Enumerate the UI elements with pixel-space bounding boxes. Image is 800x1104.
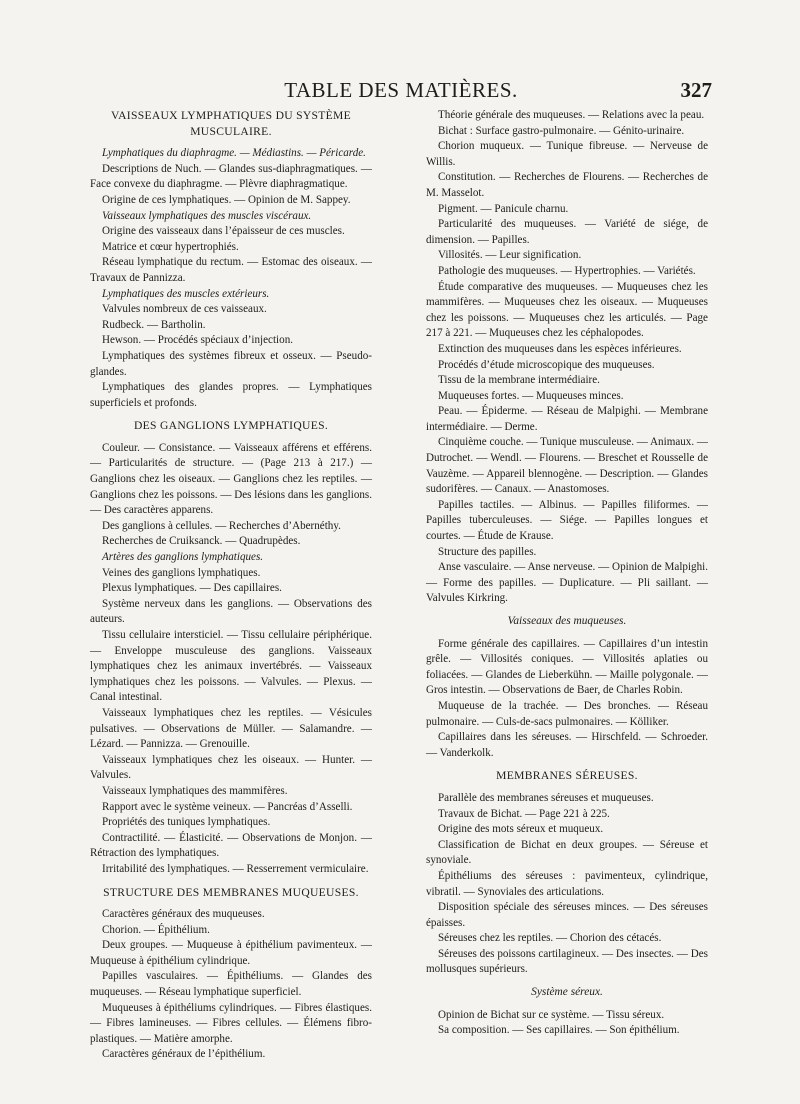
toc-entry: Tissu cellulaire intersticiel. — Tissu cellulaire périphérique. — Enveloppe musculeuse des ganglions. Vaisseaux lymphatiques chez les animaux invertébrés. — Vaisseaux lymphatiques chez les poissons. — Valvules. — Plexus. — Canal intestinal. bbox=[90, 629, 372, 704]
toc-entry: Vaisseaux lymphatiques des muscles viscéraux. bbox=[102, 209, 312, 222]
toc-entry: Contractilité. — Élasticité. — Observations de Monjon. — Rétraction des lymphatiques. bbox=[90, 831, 372, 860]
toc-entry: Descriptions de Nuch. — Glandes sus-diaphragmatiques. — Face convexe du diaphragme. — Plèvre diaphragmatique. bbox=[90, 162, 372, 191]
toc-entry: Origine des vaisseaux dans l’épaisseur de ces muscles. bbox=[102, 225, 345, 238]
toc-entry: Matrice et cœur hypertrophiés. bbox=[102, 240, 239, 253]
toc-entry: Origine de ces lymphatiques. — Opinion de M. Sappey. bbox=[102, 193, 351, 206]
toc-entry: Valvules nombreux de ces vaisseaux. bbox=[102, 303, 267, 316]
toc-entry: Lymphatiques du diaphragme. — Médiastins. — Péricarde. bbox=[102, 147, 366, 160]
running-head bbox=[90, 78, 712, 104]
toc-entry: Chorion. — Épithélium. bbox=[102, 923, 210, 936]
right-column bbox=[426, 108, 708, 1039]
toc-entry: Théorie générale des muqueuses. — Relations avec la peau. bbox=[438, 109, 705, 121]
toc-entry: Rapport avec le système veineux. — Pancréas d’Asselli. bbox=[102, 800, 353, 813]
toc-entry: Vaisseaux lymphatiques chez les reptiles. — Vésicules pulsatives. — Observations de Müller. — Salamandre. — Lézard. — Pannizza. — Grenouille. bbox=[90, 706, 372, 751]
toc-entry: Structure des papilles. bbox=[438, 545, 537, 558]
toc-entry: Chorion muqueux. — Tunique fibreuse. — Nerveuse de Willis. bbox=[426, 140, 708, 168]
toc-entry: Pigment. — Panicule charnu. bbox=[438, 202, 569, 215]
section-heading: DES GANGLIONS LYMPHATIQUES. bbox=[133, 419, 329, 433]
toc-entry: Étude comparative des muqueuses. — Muqueuses chez les mammifères. — Muqueuses chez les oiseaux. — Muqueuses chez les poissons. — Muqueuses chez les articulés. — Page 217 à 221. — Muqueuses chez les céphalopodes. bbox=[426, 280, 708, 340]
toc-entry: Forme générale des capillaires. — Capillaires d’un intestin grêle. — Villosités coniques. — Villosités aplaties ou foliacées. — Glandes de Lieberkühn. — Maille polygonale. — Gros intestin. — Observations de Baer, de Charles Robin. bbox=[426, 637, 708, 697]
toc-entry: Des ganglions à cellules. — Recherches d’Abernéthy. bbox=[102, 519, 341, 532]
subsection-heading: Système séreux. bbox=[531, 986, 603, 999]
section-heading: STRUCTURE DES MEMBRANES MUQUEUSES. bbox=[103, 885, 359, 899]
toc-entry: Vaisseaux lymphatiques des mammifères. bbox=[102, 784, 288, 797]
toc-entry: Procédés d’étude microscopique des muqueuses. bbox=[438, 358, 655, 371]
toc-entry: Papilles vasculaires. — Épithéliums. — Glandes des muqueuses. — Réseau lymphatique superficiel. bbox=[90, 970, 372, 999]
toc-entry: Origine des mots séreux et muqueux. bbox=[438, 823, 604, 836]
toc-entry: Disposition spéciale des séreuses minces. — Des séreuses épaisses. bbox=[426, 901, 708, 929]
toc-entry: Recherches de Cruiksanck. — Quadrupèdes. bbox=[102, 535, 301, 548]
toc-entry: Lymphatiques des glandes propres. — Lymphatiques superficiels et profonds. bbox=[90, 381, 372, 409]
toc-entry: Lymphatiques des systèmes fibreux et osseux. — Pseudo-glandes. bbox=[90, 349, 372, 378]
toc-entry: Irritabilité des lymphatiques. — Resserrement vermiculaire. bbox=[102, 862, 369, 875]
toc-entry: Villosités. — Leur signification. bbox=[438, 249, 582, 262]
toc-entry: Constitution. — Recherches de Flourens. — Recherches de M. Masselot. bbox=[426, 171, 708, 199]
toc-entry: Artères des ganglions lymphatiques. bbox=[102, 551, 264, 564]
toc-entry: Vaisseaux lymphatiques chez les oiseaux. — Hunter. — Valvules. bbox=[90, 753, 372, 782]
toc-entry: Séreuses chez les reptiles. — Chorion des cétacés. bbox=[438, 932, 662, 945]
toc-entry: Muqueuses fortes. — Muqueuses minces. bbox=[438, 389, 624, 402]
toc-entry: Système nerveux dans les ganglions. — Observations des auteurs. bbox=[90, 597, 372, 626]
toc-entry: Pathologie des muqueuses. — Hypertrophies. — Variétés. bbox=[438, 264, 696, 277]
toc-entry: Hewson. — Procédés spéciaux d’injection. bbox=[102, 334, 294, 347]
toc-entry: Capillaires dans les séreuses. — Hirschfeld. — Schroeder. — Vanderkolk. bbox=[426, 731, 708, 759]
toc-entry: Réseau lymphatique du rectum. — Estomac des oiseaux. — Travaux de Pannizza. bbox=[90, 256, 372, 284]
toc-entry: Peau. — Épiderme. — Réseau de Malpighi. — Membrane intermédiaire. — Derme. bbox=[426, 405, 708, 433]
toc-entry: Opinion de Bichat sur ce système. — Tissu séreux. bbox=[438, 1008, 665, 1021]
toc-entry: Cinquième couche. — Tunique musculeuse. — Animaux. — Dutrochet. — Wendl. — Flourens. — Breschet et Rousselle de Vauzème. — Appareil blennogène. — Description. — Glandes sudorifères. — Canaux. — Anastomoses. bbox=[426, 436, 708, 496]
toc-entry: Muqueuse de la trachée. — Des bronches. — Réseau pulmonaire. — Culs-de-sacs pulmonaires. — Kölliker. bbox=[426, 699, 708, 728]
toc-entry: Muqueuses à épithéliums cylindriques. — Fibres élastiques. — Fibres lamineuses. — Fibres cellules. — Élémens fibro-plastiques. — Matière amorphe. bbox=[90, 1001, 372, 1045]
toc-entry: Particularité des muqueuses. — Variété de siége, de dimension. — Papilles. bbox=[426, 218, 708, 246]
toc-entry: Classification de Bichat en deux groupes. — Séreuse et synoviale. bbox=[426, 838, 708, 867]
section-heading: VAISSEAUX LYMPHATIQUES DU SYSTÈME MUSCULAIRE. bbox=[110, 109, 352, 138]
toc-entry: Caractères généraux de l’épithélium. bbox=[102, 1048, 266, 1061]
toc-entry: Travaux de Bichat. — Page 221 à 225. bbox=[438, 807, 610, 820]
toc-entry: Séreuses des poissons cartilagineux. — Des insectes. — Des mollusques supérieurs. bbox=[426, 947, 708, 976]
toc-entry: Sa composition. — Ses capillaires. — Son épithélium. bbox=[438, 1024, 680, 1037]
toc-entry: Plexus lymphatiques. — Des capillaires. bbox=[102, 582, 282, 595]
left-column bbox=[90, 108, 372, 1063]
toc-entry: Couleur. — Consistance. — Vaisseaux afférens et efférens. — Particularités de structure. — (Page 213 à 217.) — Ganglions chez les oiseaux. — Ganglions chez les reptiles. — Ganglions chez les poissons. — Des lésions dans les ganglions. — Des caractères apparens. bbox=[90, 441, 372, 517]
page-number: 327 bbox=[680, 78, 712, 102]
toc-entry: Caractères généraux des muqueuses. bbox=[102, 908, 265, 921]
toc-entry: Papilles tactiles. — Albinus. — Papilles filiformes. — Papilles tuberculeuses. — Siége. — Papilles longues et courtes. — Étude de Krause. bbox=[426, 498, 708, 543]
toc-entry: Extinction des muqueuses dans les espèces inférieures. bbox=[438, 342, 682, 355]
page-title: TABLE DES MATIÈRES. bbox=[284, 78, 518, 102]
toc-entry: Épithéliums des séreuses : pavimenteux, cylindrique, vibratil. — Synoviales des articulations. bbox=[426, 869, 708, 898]
toc-entry: Bichat : Surface gastro-pulmonaire. — Génito-urinaire. bbox=[438, 124, 685, 137]
toc-entry: Rudbeck. — Bartholin. bbox=[102, 318, 206, 331]
toc-entry: Propriétés des tuniques lymphatiques. bbox=[102, 816, 271, 829]
section-heading: MEMBRANES SÉREUSES. bbox=[496, 769, 638, 783]
toc-entry: Veines des ganglions lymphatiques. bbox=[102, 566, 261, 579]
toc-entry: Lymphatiques des muscles extérieurs. bbox=[102, 287, 270, 300]
subsection-heading: Vaisseaux des muqueuses. bbox=[507, 615, 627, 627]
toc-entry: Parallèle des membranes séreuses et muqueuses. bbox=[438, 791, 654, 804]
toc-entry: Anse vasculaire. — Anse nerveuse. — Opinion de Malpighi. — Forme des papilles. — Duplicature. — Pli saillant. — Valvules Kirkring. bbox=[426, 561, 708, 605]
toc-entry: Tissu de la membrane intermédiaire. bbox=[438, 374, 600, 387]
toc-entry: Deux groupes. — Muqueuse à épithélium pavimenteux. — Muqueuse à épithélium cylindrique. bbox=[90, 939, 372, 967]
